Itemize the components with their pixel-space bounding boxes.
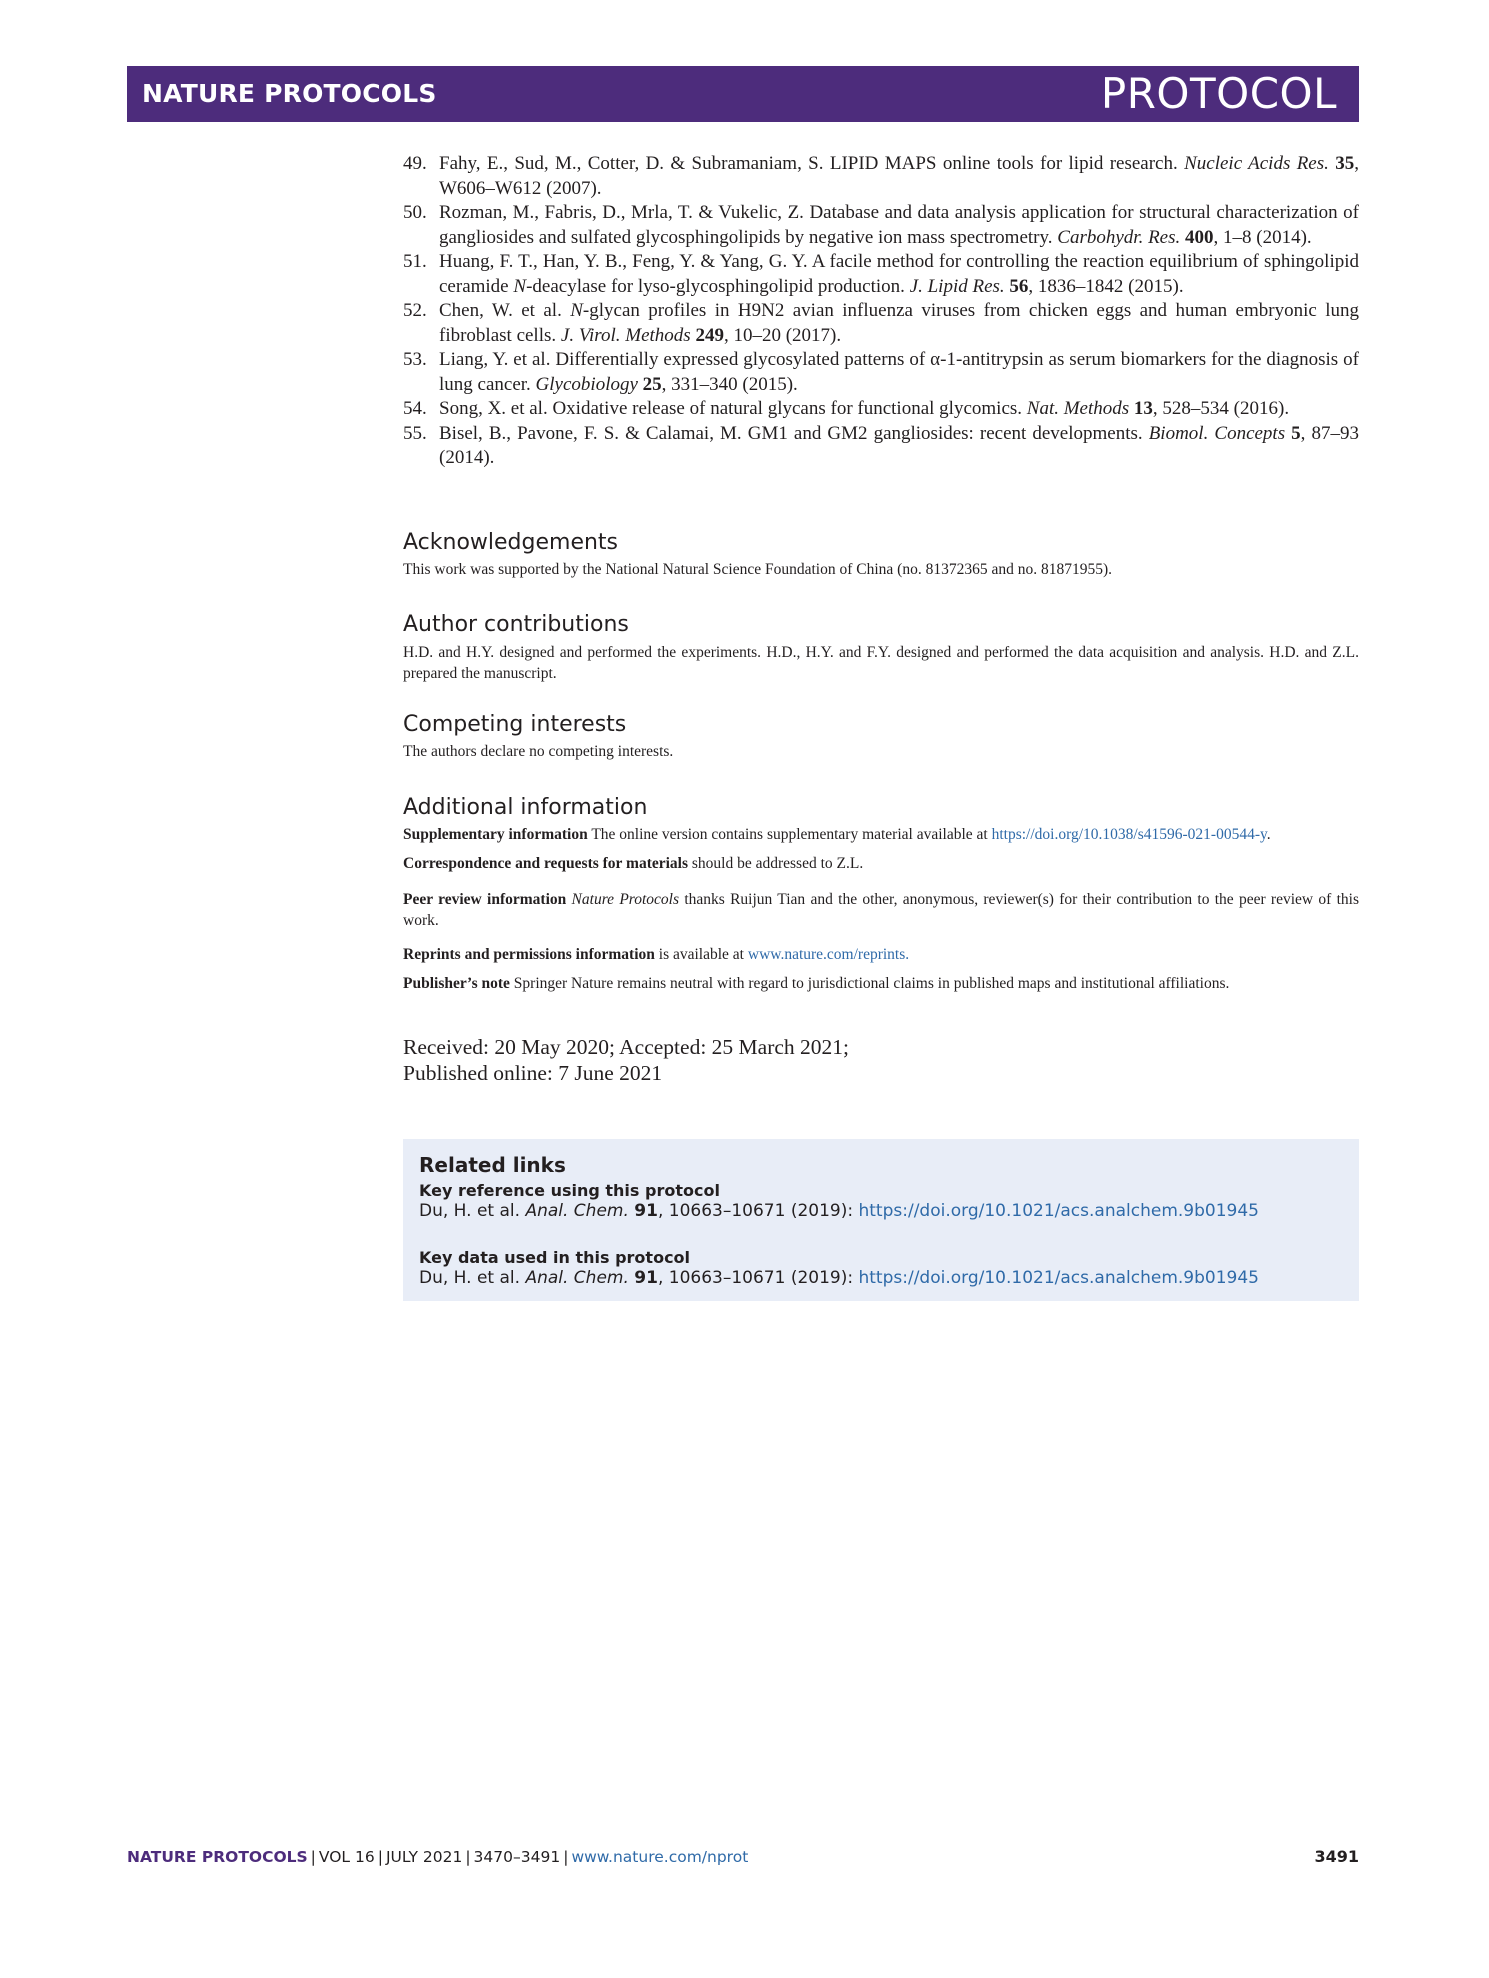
- competing-interests-text: The authors declare no competing interests.: [403, 743, 674, 760]
- key-data-label: Key data used in this protocol: [419, 1248, 691, 1267]
- key-reference-label: Key reference using this protocol: [419, 1181, 720, 1200]
- supplementary-information: Supplementary information The online version contains supplementary material available at https://doi.org/10.1038/s41596-021-00544-y.: [403, 826, 1271, 843]
- author-contributions-heading: Author contributions: [403, 612, 629, 637]
- page-number: 3491: [1314, 1847, 1359, 1866]
- additional-information-heading: Additional information: [403, 795, 648, 820]
- reference-item: 55. Bisel, B., Pavone, F. S. & Calamai, M. GM1 and GM2 gangliosides: recent developments. Biomol. Concepts 5, 87–93 (2014).: [403, 422, 1359, 468]
- reprints-information: Reprints and permissions information is available at www.nature.com/reprints.: [403, 946, 910, 963]
- publishers-note: Publisher’s note Springer Nature remains neutral with regard to jurisdictional claims in published maps and institutional affiliations.: [403, 975, 1230, 992]
- received-accepted-date: Received: 20 May 2020; Accepted: 25 March 2021;: [403, 1035, 850, 1059]
- reference-item: 52. Chen, W. et al. N-glycan profiles in H9N2 avian influenza viruses from chicken eggs and human embryonic lung fibroblast cells. J. Virol. Methods 249, 10–20 (2017).: [403, 300, 1359, 346]
- correspondence: Correspondence and requests for materials should be addressed to Z.L.: [403, 855, 864, 872]
- competing-interests-heading: Competing interests: [403, 712, 627, 737]
- reference-item: 49. Fahy, E., Sud, M., Cotter, D. & Subramaniam, S. LIPID MAPS online tools for lipid research. Nucleic Acids Res. 35, W606–W612 (2007).: [403, 153, 1359, 199]
- acknowledgements-heading: Acknowledgements: [403, 530, 619, 555]
- published-date: Published online: 7 June 2021: [403, 1061, 663, 1085]
- journal-name: NATURE PROTOCOLS: [142, 79, 437, 108]
- key-data-citation: Du, H. et al. Anal. Chem. 91, 10663–10671 (2019): https://doi.org/10.1021/acs.analchem.9b01945: [419, 1268, 1259, 1288]
- footer-citation: NATURE PROTOCOLS | VOL 16 | JULY 2021 | 3470–3491 | www.nature.com/nprot: [127, 1848, 749, 1866]
- reference-item: 54. Song, X. et al. Oxidative release of natural glycans for functional glycomics. Nat. Methods 13, 528–534 (2016).: [403, 398, 1290, 419]
- footer-url-link[interactable]: www.nature.com/nprot: [571, 1848, 749, 1866]
- acknowledgements-text: This work was supported by the National Natural Science Foundation of China (no. 81372365 and no. 81871955).: [403, 561, 1113, 578]
- reference-item: 51. Huang, F. T., Han, Y. B., Feng, Y. & Yang, G. Y. A facile method for controlling the reaction equilibrium of sphingolipid ceramide N-deacylase for lyso-glycosphingolipid production. J. Lipid Res. 56, 1836–1842 (2015).: [403, 251, 1359, 297]
- reference-list: [403, 152, 1359, 471]
- key-reference-citation: Du, H. et al. Anal. Chem. 91, 10663–10671 (2019): https://doi.org/10.1021/acs.analchem.9b01945: [419, 1201, 1259, 1221]
- publication-dates: [403, 1034, 849, 1086]
- related-links-box: [403, 1139, 1359, 1301]
- key-reference-link[interactable]: https://doi.org/10.1021/acs.analchem.9b01945: [858, 1201, 1259, 1221]
- peer-review-information: Peer review information Nature Protocols thanks Ruijun Tian and the other, anonymous, reviewer(s) for their contribution to the peer review of this work.: [403, 891, 1360, 929]
- related-links-title: Related links: [419, 1153, 566, 1177]
- author-contributions-text: H.D. and H.Y. designed and performed the experiments. H.D., H.Y. and F.Y. designed and performed the data acquisition and analysis. H.D. and Z.L. prepared the manuscript.: [403, 644, 1359, 682]
- reference-item: 53. Liang, Y. et al. Differentially expressed glycosylated patterns of α-1-antitrypsin as serum biomarkers for the diagnosis of lung cancer. Glycobiology 25, 331–340 (2015).: [403, 349, 1359, 395]
- header-banner: [127, 66, 1359, 122]
- reference-item: 50. Rozman, M., Fabris, D., Mrla, T. & Vukelic, Z. Database and data analysis application for structural characterization of gangliosides and sulfated glycosphingolipids by negative ion mass spectrometry. Carbohydr. Res. 400, 1–8 (2014).: [403, 202, 1359, 248]
- supplementary-link[interactable]: https://doi.org/10.1038/s41596-021-00544-y: [991, 826, 1267, 843]
- reprints-link[interactable]: www.nature.com/reprints.: [747, 946, 910, 963]
- key-data-link[interactable]: https://doi.org/10.1021/acs.analchem.9b01945: [858, 1268, 1259, 1288]
- section-label: PROTOCOL: [1100, 69, 1337, 118]
